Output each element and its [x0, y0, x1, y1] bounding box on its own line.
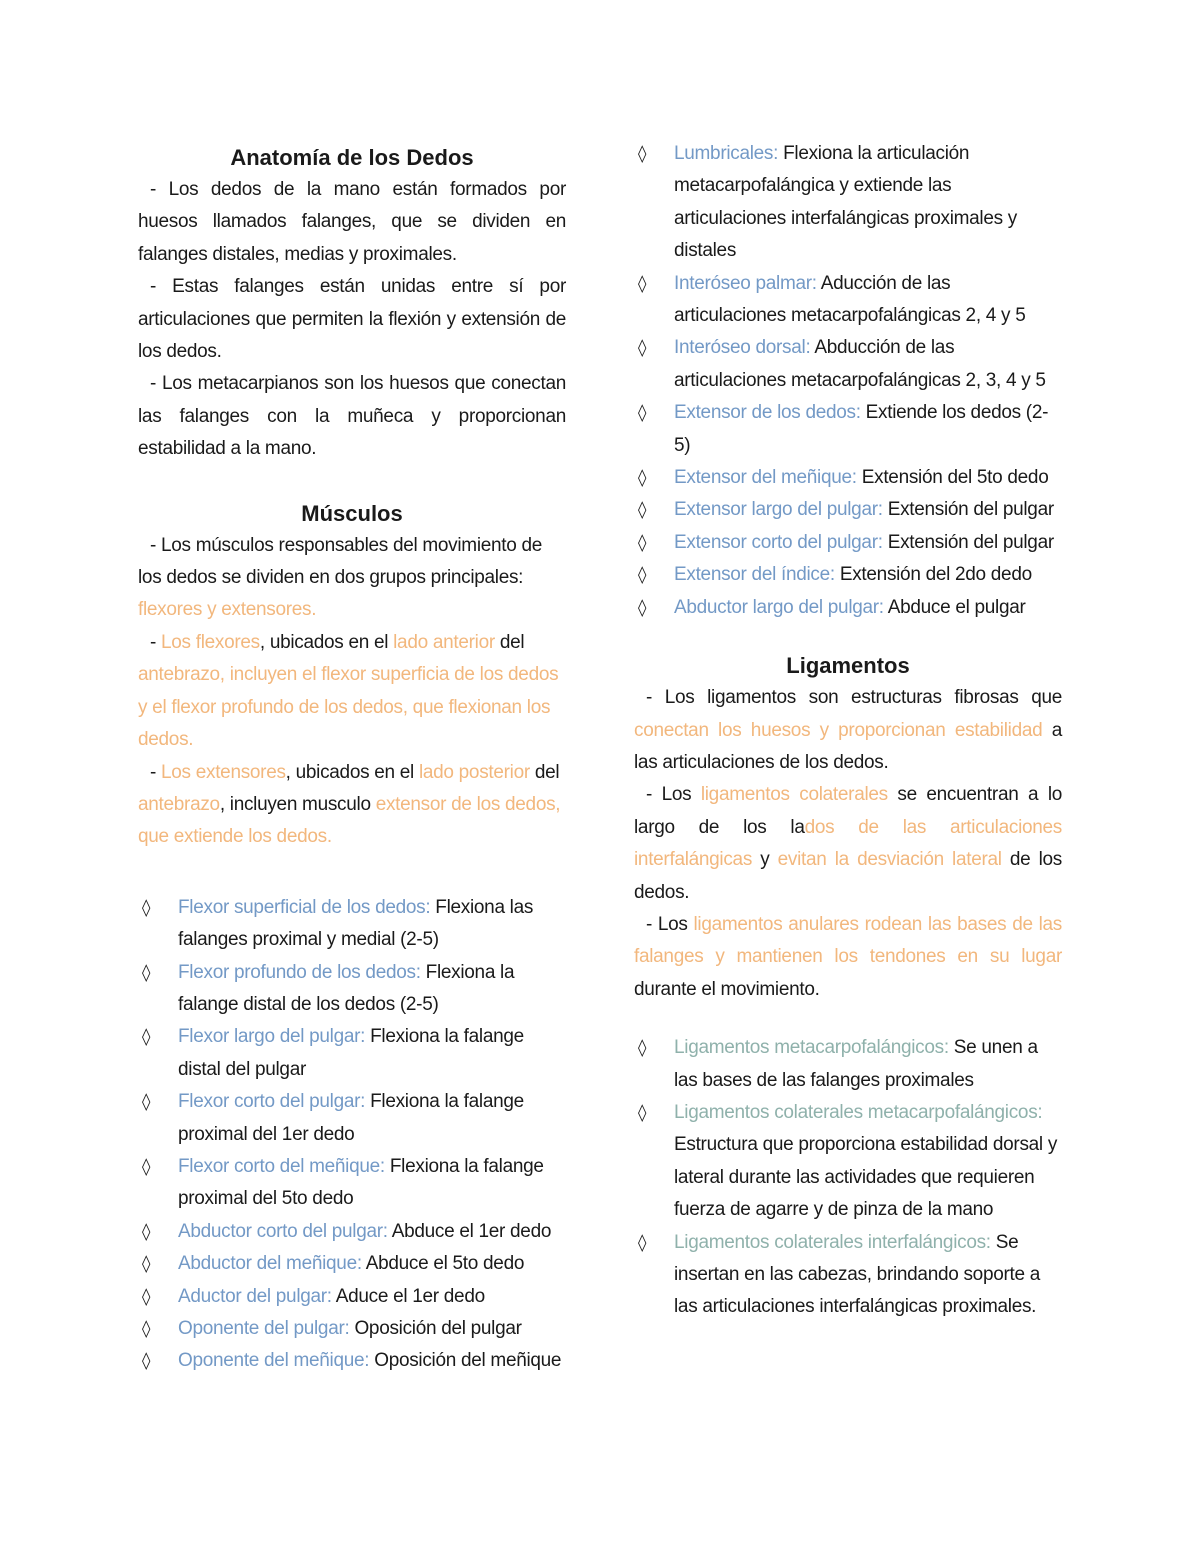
list-item: ◊ Abductor del meñique: Abduce el 5to dedo: [138, 1248, 566, 1280]
diamond-bullet-icon: ◊: [638, 565, 647, 586]
list-item: ◊ Lumbricales: Flexiona la articulación metacarpofalángica y extiende las articulaciones interfalángicas proximales y distales: [634, 138, 1062, 268]
list-item: ◊ Abductor largo del pulgar: Abduce el pulgar: [634, 592, 1062, 624]
list-item: ◊ Flexor corto del meñique: Flexiona la falange proximal del 5to dedo: [138, 1151, 566, 1216]
diamond-bullet-icon: ◊: [142, 1351, 151, 1372]
diamond-bullet-icon: ◊: [638, 597, 647, 618]
list-item: ◊ Aductor del pulgar: Aduce el 1er dedo: [138, 1281, 566, 1313]
highlight-text: dos de las articulaciones interfalángicas: [634, 816, 1062, 871]
highlight-text: conectan los huesos y proporcionan estabilidad: [634, 719, 1043, 741]
diamond-bullet-icon: ◊: [638, 273, 647, 294]
musculos-paragraph-1: - Los músculos responsables del movimiento de los dedos se dividen en dos grupos principales: flexores y extensores.: [138, 534, 543, 621]
section-title-ligamentos: Ligamentos: [786, 653, 910, 679]
left-column: [138, 138, 566, 1378]
highlight-text: Los flexores: [161, 631, 260, 653]
diamond-bullet-icon: ◊: [142, 1221, 151, 1242]
right-column: [634, 138, 1062, 1324]
list-item: ◊ Ligamentos colaterales interfalángicos: Se insertan en las cabezas, brindando soporte a las articulaciones interfalángicas proximales.: [634, 1227, 1062, 1324]
diamond-bullet-icon: ◊: [142, 1092, 151, 1113]
diamond-bullet-icon: ◊: [142, 897, 151, 918]
diamond-bullet-icon: ◊: [142, 1286, 151, 1307]
highlight-text: Los extensores: [161, 761, 286, 783]
musculos-list-left: [138, 892, 566, 1378]
list-item: ◊ Interóseo palmar: Aducción de las articulaciones metacarpofalángicas 2, 4 y 5: [634, 268, 1062, 333]
anatomia-paragraph-2: - Estas falanges están unidas entre sí por articulaciones que permiten la flexión y extensión de los dedos.: [138, 276, 566, 363]
list-item: ◊ Abductor corto del pulgar: Abduce el 1er dedo: [138, 1216, 566, 1248]
list-item: ◊ Flexor superficial de los dedos: Flexiona las falanges proximal y medial (2-5): [138, 892, 566, 957]
highlight-text: lado anterior: [393, 631, 495, 653]
list-item: ◊ Ligamentos colaterales metacarpofalángicos: Estructura que proporciona estabilidad dorsal y lateral durante las actividades que requieren fuerza de agarre y de pinza de la mano: [634, 1097, 1062, 1227]
musculos-paragraph-3: - Los extensores, ubicados en el lado posterior del antebrazo, incluyen musculo extensor de los dedos, que extiende los dedos.: [138, 761, 561, 848]
list-item: ◊ Extensor del meñique: Extensión del 5to dedo: [634, 462, 1062, 494]
highlight-text: ligamentos colaterales: [700, 784, 888, 806]
highlight-text: lado posterior: [418, 761, 530, 783]
diamond-bullet-icon: ◊: [142, 1319, 151, 1339]
highlight-text: antebrazo, incluyen el flexor superficia de los dedos y el flexor profundo de los dedos, que flexionan los dedos.: [138, 664, 559, 751]
list-item: ◊ Extensor de los dedos: Extiende los dedos (2-5): [634, 397, 1062, 462]
diamond-bullet-icon: ◊: [638, 144, 647, 164]
list-item: ◊ Extensor largo del pulgar: Extensión del pulgar: [634, 494, 1062, 526]
ligamentos-paragraph-3: - Los ligamentos anulares rodean las bases de las falanges y mantienen los tendones en su lugar durante el movimiento.: [634, 913, 1062, 1000]
ligamentos-paragraph-1: - Los ligamentos son estructuras fibrosas que conectan los huesos y proporcionan estabilidad a las articulaciones de los dedos.: [634, 687, 1062, 773]
anatomia-paragraph-1: - Los dedos de la mano están formados por huesos llamados falanges, que se dividen en falanges distales, medias y proximales.: [138, 179, 566, 265]
diamond-bullet-icon: ◊: [638, 1102, 647, 1123]
diamond-bullet-icon: ◊: [638, 1038, 647, 1059]
highlight-text: flexores y extensores.: [138, 599, 317, 621]
list-item: ◊ Oponente del pulgar: Oposición del pulgar: [138, 1313, 566, 1345]
diamond-bullet-icon: ◊: [638, 403, 647, 424]
diamond-bullet-icon: ◊: [638, 500, 647, 521]
list-item: ◊ Extensor del índice: Extensión del 2do dedo: [634, 559, 1062, 591]
diamond-bullet-icon: ◊: [142, 962, 151, 983]
section-title-anatomia: Anatomía de los Dedos: [230, 145, 474, 170]
ligamentos-paragraph-2: - Los ligamentos colaterales se encuentran a lo largo de los lados de las articulaciones interfalángicas y evitan la desviación lateral de los dedos.: [634, 784, 1063, 903]
highlight-text: ligamentos anulares rodean las bases de las falanges y mantienen los tendones en su lugar: [634, 913, 1062, 968]
musculos-list-right: [634, 138, 1062, 624]
section-title-musculos: Músculos: [301, 500, 403, 526]
diamond-bullet-icon: ◊: [638, 532, 647, 553]
highlight-text: antebrazo: [138, 793, 220, 815]
highlight-text: extensor de los dedos, que extiende los dedos.: [138, 793, 561, 848]
diamond-bullet-icon: ◊: [142, 1254, 151, 1275]
list-item: ◊ Flexor corto del pulgar: Flexiona la falange proximal del 1er dedo: [138, 1086, 566, 1151]
list-item: ◊ Flexor profundo de los dedos: Flexiona la falange distal de los dedos (2-5): [138, 957, 566, 1022]
highlight-text: evitan la desviación lateral: [777, 849, 1002, 871]
diamond-bullet-icon: ◊: [142, 1027, 151, 1048]
diamond-bullet-icon: ◊: [142, 1156, 151, 1177]
diamond-bullet-icon: ◊: [638, 468, 647, 489]
diamond-bullet-icon: ◊: [638, 338, 647, 359]
diamond-bullet-icon: ◊: [638, 1232, 647, 1253]
list-item: ◊ Oponente del meñique: Oposición del meñique: [138, 1345, 566, 1377]
list-item: ◊ Extensor corto del pulgar: Extensión del pulgar: [634, 527, 1062, 559]
anatomia-paragraph-3: - Los metacarpianos son los huesos que conectan las falanges con la muñeca y proporcionan estabilidad a la mano.: [138, 373, 566, 460]
list-item: ◊ Flexor largo del pulgar: Flexiona la falange distal del pulgar: [138, 1021, 566, 1086]
list-item: ◊ Interóseo dorsal: Abducción de las articulaciones metacarpofalángicas 2, 3, 4 y 5: [634, 332, 1062, 397]
ligamentos-list: [634, 1032, 1062, 1324]
musculos-paragraph-2: - Los flexores, ubicados en el lado anterior del antebrazo, incluyen el flexor superficia de los dedos y el flexor profundo de los dedos, que flexionan los dedos.: [138, 631, 559, 751]
list-item: ◊ Ligamentos metacarpofalángicos: Se unen a las bases de las falanges proximales: [634, 1032, 1062, 1097]
